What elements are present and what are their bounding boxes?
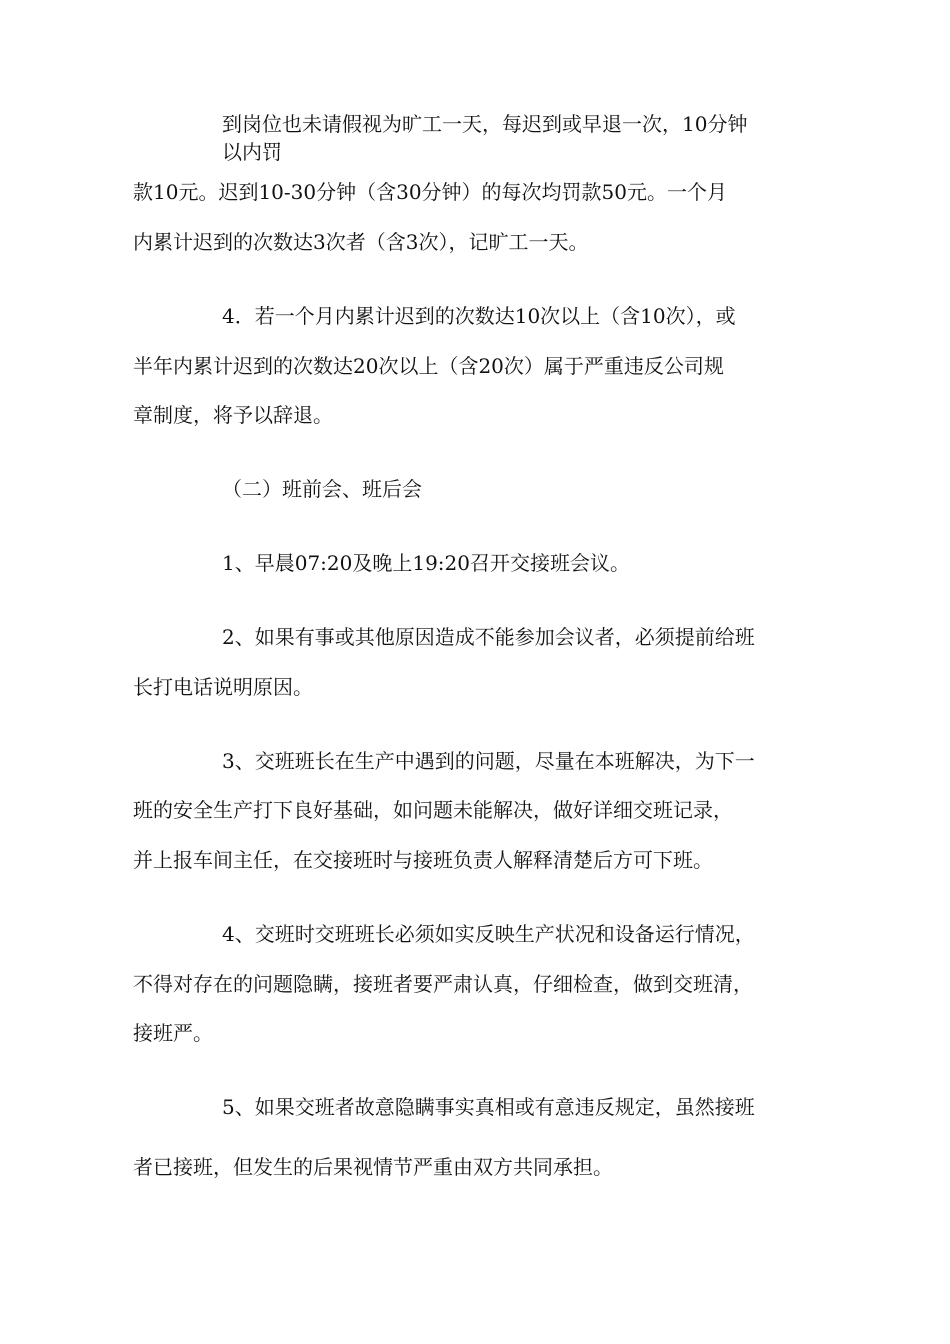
text-line: 3、交班班长在生产中遇到的问题，尽量在本班解决，为下一 [222, 749, 755, 773]
text-line: 班的安全生产打下良好基础，如问题未能解决，做好详细交班记录， [133, 798, 733, 822]
text-line: 章制度，将予以辞退。 [133, 403, 333, 427]
text-line: 长打电话说明原因。 [133, 675, 313, 699]
text-line: 接班严。 [133, 1021, 213, 1045]
text-line: 款10元。迟到10-30分钟（含30分钟）的每次均罚款50元。一个月 [133, 180, 728, 204]
text-line: 4．若一个月内累计迟到的次数达10次以上（含10次），或 [222, 304, 736, 328]
text-line: 不得对存在的问题隐瞒，接班者要严肃认真，仔细检查，做到交班清， [133, 972, 753, 996]
text-line: 到岗位也未请假视为旷工一天，每迟到或早退一次，10分钟 [222, 112, 748, 136]
section-heading: （二）班前会、班后会 [222, 477, 422, 501]
text-line: 内累计迟到的次数达3次者（含3次），记旷工一天。 [133, 230, 589, 254]
text-line: 者已接班，但发生的后果视情节严重由双方共同承担。 [133, 1155, 613, 1179]
text-line: 并上报车间主任，在交接班时与接班负责人解释清楚后方可下班。 [133, 848, 713, 872]
text-line: 5、如果交班者故意隐瞒事实真相或有意违反规定，虽然接班 [222, 1095, 755, 1119]
text-line: 4、交班时交班班长必须如实反映生产状况和设备运行情况， [222, 922, 755, 946]
text-line: 半年内累计迟到的次数达20次以上（含20次）属于严重违反公司规 [133, 354, 724, 378]
text-line: 1、早晨07:20及晚上19:20召开交接班会议。 [222, 551, 630, 575]
text-line: 以内罚 [222, 140, 282, 164]
text-line: 2、如果有事或其他原因造成不能参加会议者，必须提前给班 [222, 625, 755, 649]
